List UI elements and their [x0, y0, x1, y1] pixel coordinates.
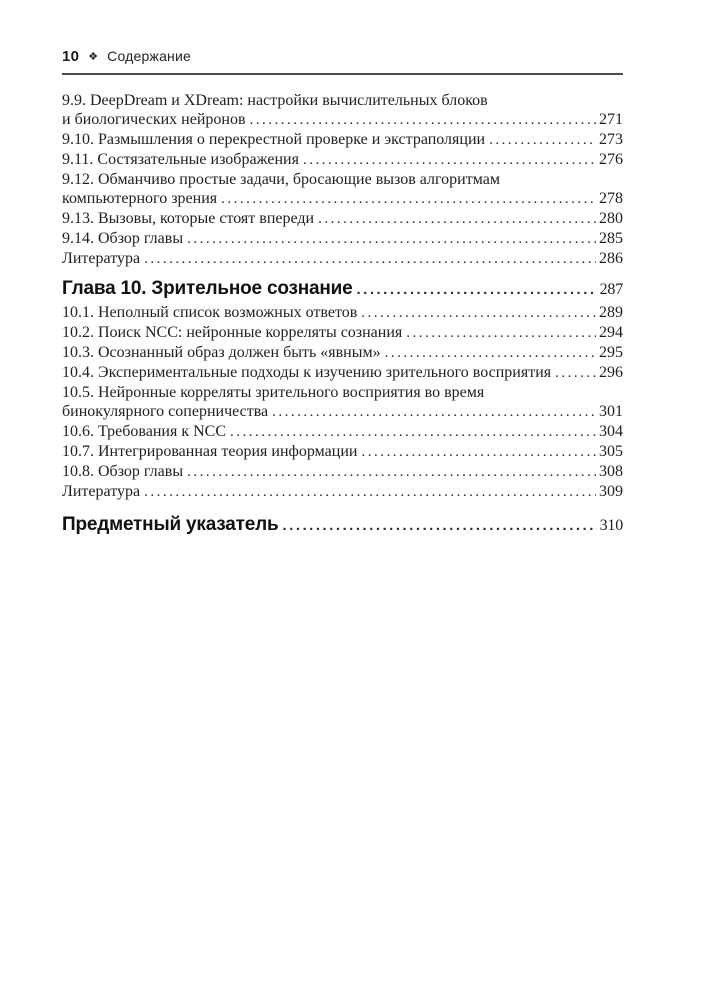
toc-entry-row — [62, 110, 623, 130]
toc-chapter-entry — [62, 276, 623, 303]
toc-entry-row — [62, 209, 623, 229]
dot-leader — [230, 423, 596, 442]
toc-entry-row — [62, 276, 623, 303]
toc-entry — [62, 442, 623, 462]
toc-entry — [62, 383, 623, 422]
toc-entry-row — [62, 462, 623, 482]
toc-entry-row — [62, 229, 623, 249]
running-header — [62, 48, 623, 75]
dot-leader — [144, 483, 596, 502]
toc-entry-row — [62, 402, 623, 422]
dot-leader — [250, 111, 597, 130]
toc-entry — [62, 422, 623, 442]
dot-leader — [555, 364, 596, 383]
dot-leader — [318, 210, 596, 229]
toc-entry-row — [62, 249, 623, 269]
dot-leader — [221, 190, 596, 209]
toc-entry-title: 10.7. Интегрированная теория информации — [62, 443, 358, 460]
toc-entry-title: 10.3. Осознанный образ должен быть «явным» — [62, 344, 381, 361]
toc-entry-title: Литература — [62, 483, 141, 500]
toc-entry-title: 10.4. Экспериментальные подходы к изучению зрительного восприятия — [62, 364, 552, 381]
dot-leader — [406, 324, 596, 343]
toc-entry — [62, 130, 623, 150]
toc-entry — [62, 209, 623, 229]
toc-page-number: 296 — [599, 364, 623, 381]
toc-page-number: 285 — [599, 230, 623, 247]
toc-entry-row — [62, 442, 623, 462]
dot-leader — [489, 131, 596, 150]
toc-entry-title: 9.14. Обзор главы — [62, 230, 184, 247]
toc-entry-row — [62, 422, 623, 442]
toc-page-number: 295 — [599, 344, 623, 361]
toc-entry — [62, 303, 623, 323]
toc-page-number: 301 — [599, 403, 623, 420]
toc-entry — [62, 343, 623, 363]
toc-entry-row — [62, 303, 623, 323]
toc-entry-title: Литература — [62, 250, 141, 267]
dot-leader — [272, 403, 596, 422]
toc-index-entry — [62, 512, 623, 539]
toc-entry-title: 10.1. Неполный список возможных ответов — [62, 304, 358, 321]
toc-entry-title-line: 9.12. Обманчиво простые задачи, бросающие вызов алгоритмам — [62, 171, 500, 188]
toc-entry-row — [62, 343, 623, 363]
toc-entry — [62, 249, 623, 269]
toc-entry-row — [62, 323, 623, 343]
toc-entry-title: Предметный указатель — [62, 514, 279, 535]
toc-entry — [62, 462, 623, 482]
toc-entry — [62, 482, 623, 502]
toc-page-number: 273 — [599, 131, 623, 148]
toc-page-number: 287 — [599, 281, 623, 298]
dot-leader — [361, 443, 596, 462]
toc-entry — [62, 91, 623, 130]
toc-entry-row — [62, 363, 623, 383]
dot-leader — [187, 463, 596, 482]
table-of-contents — [62, 91, 623, 539]
toc-entry — [62, 323, 623, 343]
toc-entry — [62, 170, 623, 209]
page-number: 10 — [62, 48, 80, 65]
toc-entry-row — [62, 130, 623, 150]
toc-page-number: 310 — [599, 517, 623, 534]
toc-entry-row — [62, 482, 623, 502]
toc-entry-title: 9.11. Состязательные изображения — [62, 151, 299, 168]
toc-page-number: 289 — [599, 304, 623, 321]
toc-entry — [62, 150, 623, 170]
toc-page-number: 276 — [599, 151, 623, 168]
dot-leader — [283, 513, 597, 539]
toc-entry-title: Глава 10. Зрительное сознание — [62, 278, 353, 299]
four-diamond-icon: ❖ — [88, 51, 99, 63]
dot-leader — [357, 277, 597, 303]
toc-entry-title: 10.2. Поиск NCC: нейронные корреляты сознания — [62, 324, 403, 341]
dot-leader — [361, 304, 596, 323]
toc-page-number: 308 — [599, 463, 623, 480]
dot-leader — [303, 151, 596, 170]
toc-entry — [62, 229, 623, 249]
toc-entry-title: компьютерного зрения — [62, 190, 218, 207]
toc-entry-title: 10.8. Обзор главы — [62, 463, 184, 480]
page-content — [62, 48, 623, 539]
toc-entry-title: бинокулярного соперничества — [62, 403, 269, 420]
toc-page-number: 271 — [599, 111, 623, 128]
toc-entry-title: и биологических нейронов — [62, 111, 246, 128]
toc-entry-row — [62, 512, 623, 539]
toc-entry-title-line: 10.5. Нейронные корреляты зрительного восприятия во время — [62, 384, 485, 401]
toc-page-number: 294 — [599, 324, 623, 341]
toc-entry-row — [62, 189, 623, 209]
dot-leader — [144, 250, 596, 269]
toc-entry-title: 10.6. Требования к NCC — [62, 423, 227, 440]
toc-entry — [62, 363, 623, 383]
toc-page-number: 309 — [599, 483, 623, 500]
toc-entry-row — [62, 150, 623, 170]
running-header-title: Содержание — [107, 48, 191, 64]
toc-entry-title: 9.13. Вызовы, которые стоят впереди — [62, 210, 315, 227]
toc-page-number: 286 — [599, 250, 623, 267]
toc-page-number: 304 — [599, 423, 623, 440]
dot-leader — [187, 230, 596, 249]
toc-entry-title-line: 9.9. DeepDream и XDream: настройки вычислительных блоков — [62, 92, 488, 109]
toc-page-number: 280 — [599, 210, 623, 227]
toc-page-number: 305 — [599, 443, 623, 460]
dot-leader — [385, 344, 596, 363]
toc-entry-title: 9.10. Размышления о перекрестной проверке и экстраполяции — [62, 131, 486, 148]
toc-page-number: 278 — [599, 190, 623, 207]
